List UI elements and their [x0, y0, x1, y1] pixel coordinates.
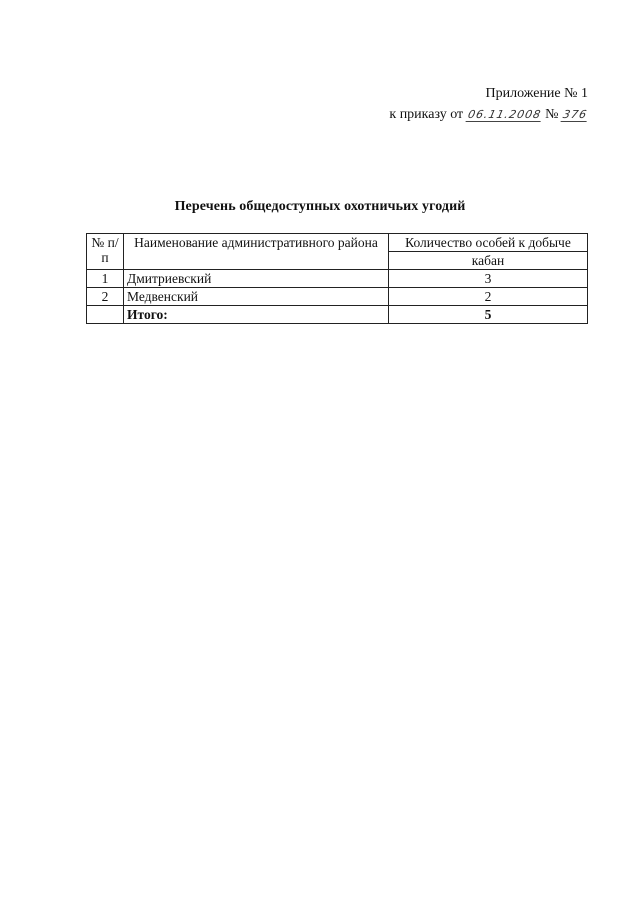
table-total-row: [87, 306, 588, 324]
order-date-handwritten: 06.11.2008: [466, 108, 543, 121]
table-row: [87, 288, 588, 306]
order-prefix: к приказу от: [389, 107, 464, 122]
row-count: 2: [389, 288, 588, 306]
total-label: Итого:: [124, 306, 389, 324]
number-sign: №: [545, 107, 559, 122]
header-count: Количество особей к добыче: [389, 234, 588, 252]
total-empty-cell: [87, 306, 124, 324]
appendix-header: [389, 83, 588, 125]
row-num: 1: [87, 270, 124, 288]
row-name: Медвенский: [124, 288, 389, 306]
document-title: Перечень общедоступных охотничьих угодий: [174, 199, 466, 214]
row-num: 2: [87, 288, 124, 306]
header-num: № п/п: [87, 234, 124, 270]
table-row: [87, 270, 588, 288]
row-name: Дмитриевский: [124, 270, 389, 288]
row-count: 3: [389, 270, 588, 288]
order-number-handwritten: 376: [561, 108, 589, 121]
header-species: кабан: [389, 252, 588, 270]
hunting-grounds-table: [86, 233, 588, 324]
appendix-label: Приложение № 1: [485, 86, 588, 101]
table-header-row: [87, 234, 588, 252]
header-name: Наименование административного района: [124, 234, 389, 270]
total-value: 5: [389, 306, 588, 324]
order-reference: [389, 104, 588, 125]
